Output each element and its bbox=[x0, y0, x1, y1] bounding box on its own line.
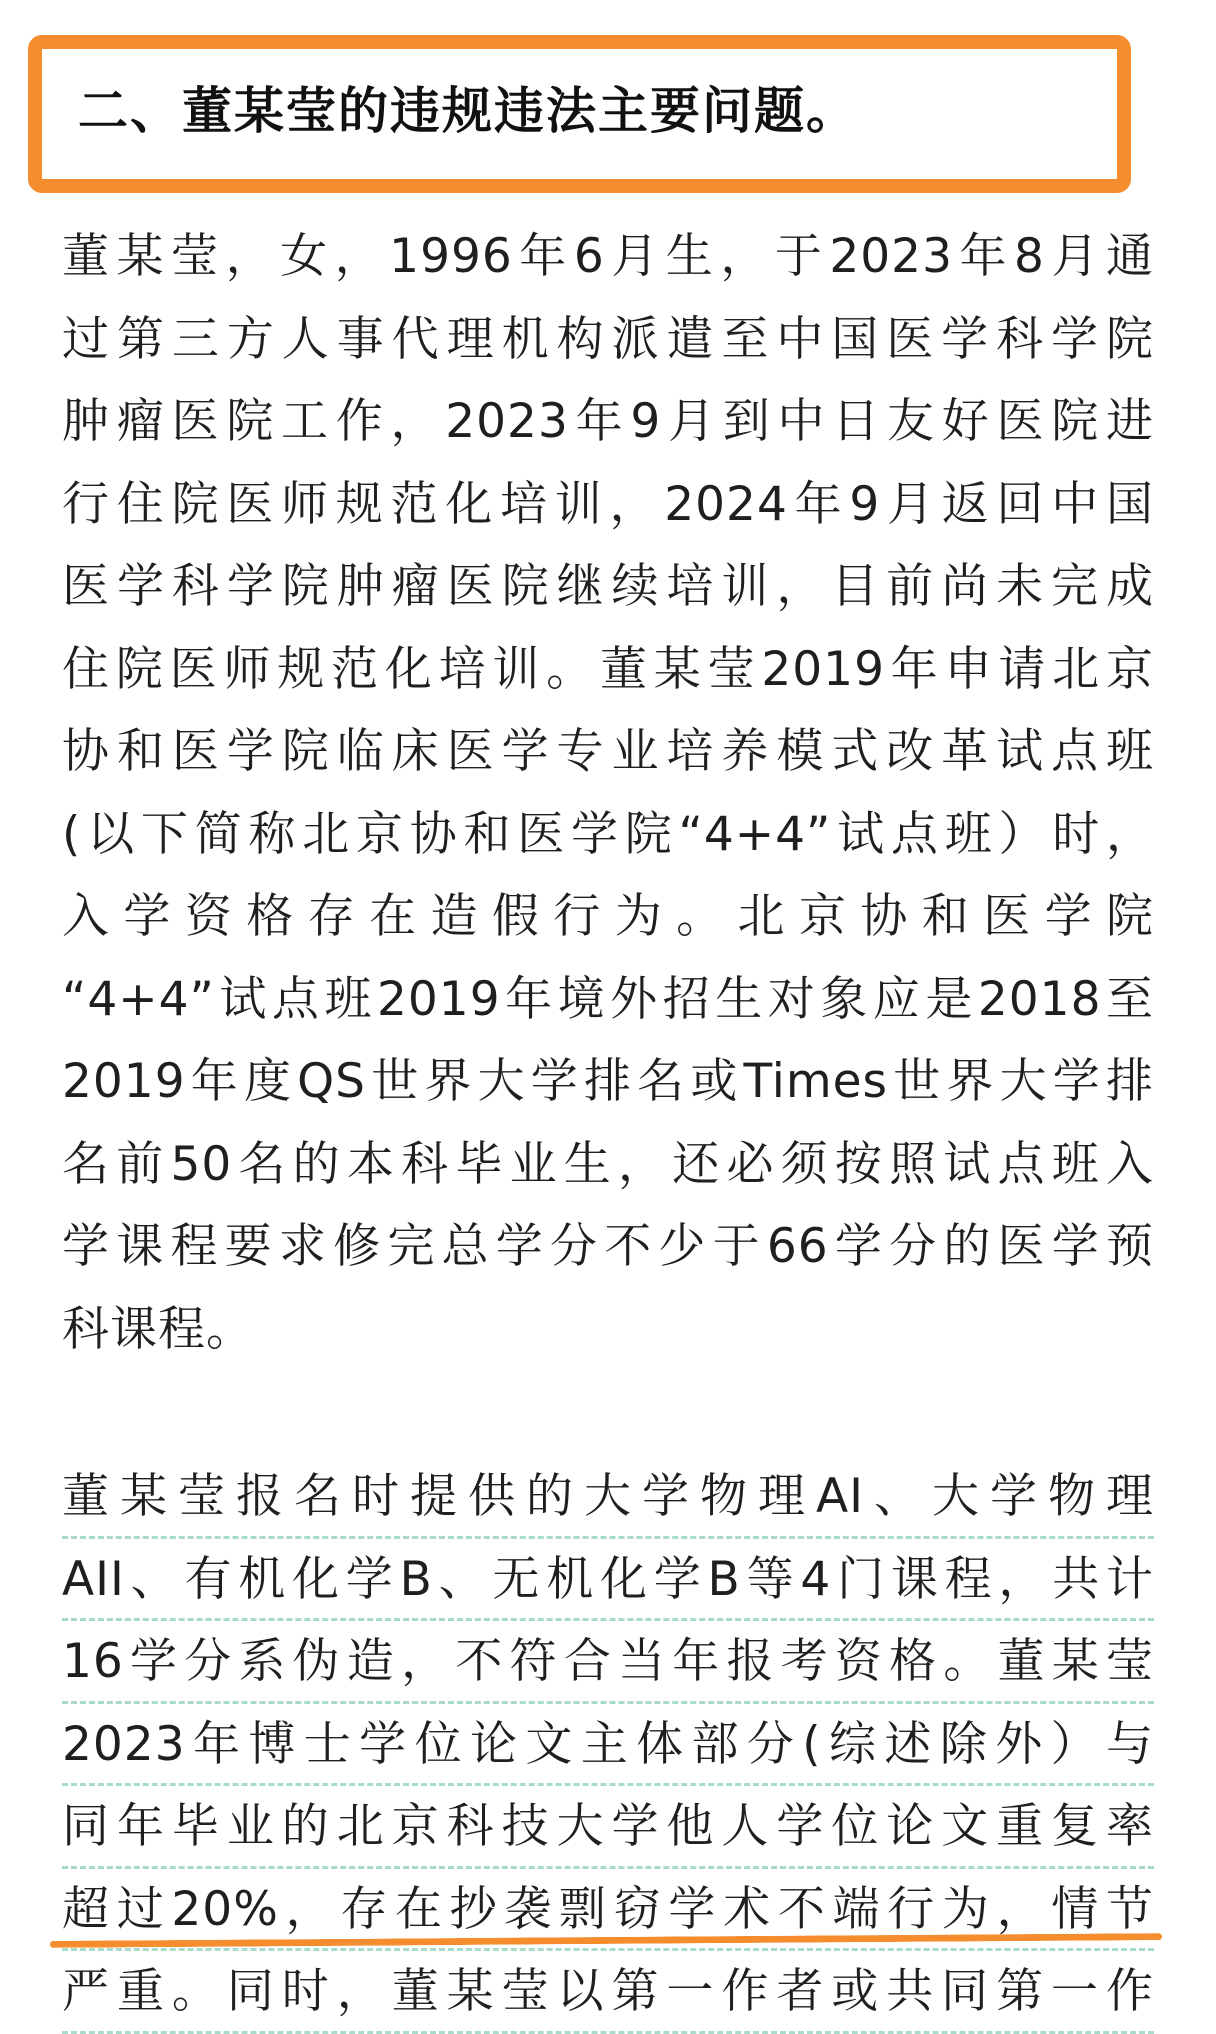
paragraph-line: 超过20%，存在抄袭剽窃学术不端行为，情节 bbox=[62, 1869, 1154, 1952]
paragraph-line: 住院医师规范化培训。董某莹2019年申请北京 bbox=[62, 641, 1154, 697]
paragraph-line: 协和医学院临床医学专业培养模式改革试点班 bbox=[62, 724, 1154, 779]
paragraph-line: 2019年度QS世界大学排名或Times世界大学排 bbox=[62, 1054, 1154, 1109]
paragraph-1 bbox=[62, 216, 1154, 1371]
paragraph-line: (以下简称北京协和医学院“4+4”试点班）时， bbox=[62, 806, 1154, 862]
paragraph-line: 行住院医师规范化培训，2024年9月返回中国 bbox=[62, 476, 1154, 532]
paragraph-line: 学课程要求修完总学分不少于66学分的医学预 bbox=[62, 1219, 1154, 1274]
paragraph-line: AII、有机化学B、无机化学B等4门课程，共计 bbox=[62, 1539, 1154, 1622]
paragraph-line: 董某莹报名时提供的大学物理AI、大学物理 bbox=[62, 1456, 1154, 1539]
paragraph-2 bbox=[62, 1456, 1154, 2034]
heading-highlight-box bbox=[28, 35, 1131, 193]
paragraph-line: 严重。同时，董某莹以第一作者或共同第一作 bbox=[62, 1951, 1154, 2034]
paragraph-line: “4+4”试点班2019年境外招生对象应是2018至 bbox=[62, 971, 1154, 1027]
paragraph-line: 董某莹，女，1996年6月生，于2023年8月通 bbox=[62, 229, 1154, 284]
paragraph-line: 2023年博士学位论文主体部分(综述除外）与 bbox=[62, 1704, 1154, 1787]
paragraph-line: 肿瘤医院工作，2023年9月到中日友好医院进 bbox=[62, 394, 1154, 449]
paragraph-line: 入学资格存在造假行为。北京协和医学院 bbox=[62, 889, 1154, 944]
paragraph-line: 医学科学院肿瘤医院继续培训，目前尚未完成 bbox=[62, 559, 1154, 614]
paragraph-line: 过第三方人事代理机构派遣至中国医学科学院 bbox=[62, 311, 1154, 367]
section-heading: 二、董某莹的违规违法主要问题。 bbox=[78, 82, 858, 140]
paragraph-line: 科课程。 bbox=[62, 1301, 254, 1357]
paragraph-line: 16学分系伪造，不符合当年报考资格。董某莹 bbox=[62, 1621, 1154, 1704]
paragraph-line: 名前50名的本科毕业生，还必须按照试点班入 bbox=[62, 1136, 1154, 1192]
paragraph-line: 同年毕业的北京科技大学他人学位论文重复率 bbox=[62, 1786, 1154, 1869]
